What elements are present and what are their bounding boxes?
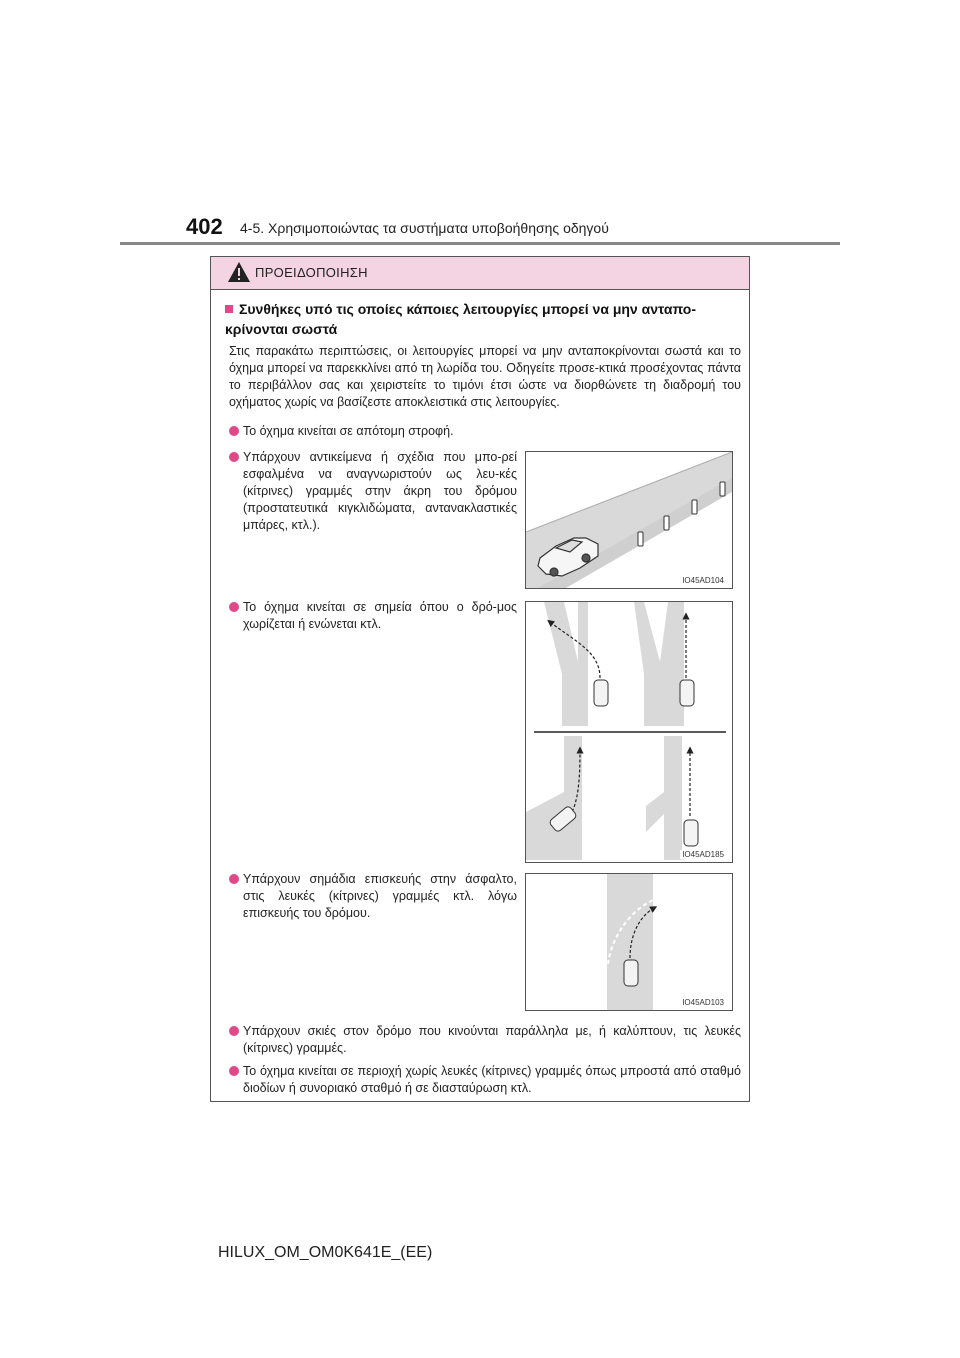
figure-road-split [525, 601, 733, 863]
bullet-dot-icon [229, 1026, 239, 1036]
bullet-item: Το όχημα κινείται σε περιοχή χωρίς λευκές (κίτρινες) γραμμές όπως μπροστά από σταθμό διοδίων ή συνοριακό σταθμό ή σε διασταύρωση κτλ. [229, 1063, 741, 1097]
road-split-merge-illustration [526, 602, 732, 862]
warning-triangle-icon [227, 261, 251, 283]
warning-intro-paragraph: Στις παρακάτω περιπτώσεις, οι λειτουργίες μπορεί να μην ανταποκρίνονται σωστά και το όχημα μπορεί να παρεκκλίνει από τη λωρίδα του. Οδηγείτε προσε-κτικά προσέχοντας πάντα το περιβάλλον σας και χειριστείτε το τιμόνι έτσι ώστε να διορθώνετε τη διαδρομή του οχήματος χωρίς να βασίζεστε αποκλειστικά στις λειτουργίες. [229, 344, 741, 409]
bullet-dot-icon [229, 1066, 239, 1076]
warning-label: ΠΡΟΕΙΔΟΠΟΙΗΣΗ [255, 265, 368, 280]
bullet-item: Υπάρχουν αντικείμενα ή σχέδια που μπο-ρεί εσφαλμένα να αναγνωριστούν ως λευ-κές (κίτρινες) γραμμές στην άκρη του δρόμου (προστατευτικά κιγκλιδώματα, αντανακλαστικές μπάρες, κτλ.). [229, 449, 517, 534]
bullet-dot-icon [229, 602, 239, 612]
bullet-dot-icon [229, 452, 239, 462]
warning-header [211, 257, 749, 290]
section-title: 4-5. Χρησιμοποιώντας τα συστήματα υποβοήθησης οδηγού [240, 220, 609, 236]
square-bullet-icon [225, 305, 233, 313]
document-code: HILUX_OM_OM0K641E_(EE) [218, 1244, 433, 1261]
header-divider [120, 242, 840, 245]
bullet-item: Το όχημα κινείται σε απότομη στροφή. [229, 423, 741, 440]
bullet-dot-icon [229, 874, 239, 884]
warning-box [210, 256, 750, 1102]
figure-id: IO45AD104 [682, 576, 724, 585]
figure-id: IO45AD185 [682, 850, 724, 859]
figure-guardrails [525, 451, 733, 589]
figure-id: IO45AD103 [682, 998, 724, 1007]
bullet-item: Το όχημα κινείται σε σημεία όπου ο δρό-μος χωρίζεται ή ενώνεται κτλ. [229, 599, 517, 633]
guardrail-road-illustration [526, 452, 732, 588]
bullet-item: Υπάρχουν σκιές στον δρόμο που κινούνται παράλληλα με, ή καλύπτουν, τις λευκές (κίτρινες) γραμμές. [229, 1023, 741, 1057]
road-repair-marks-illustration [526, 874, 732, 1010]
figure-repair-marks [525, 873, 733, 1011]
page-number: 402 [186, 214, 223, 239]
bullet-dot-icon [229, 426, 239, 436]
bullet-item: Υπάρχουν σημάδια επισκευής στην άσφαλτο, στις λευκές (κίτρινες) γραμμές κτλ. λόγω επισκευής του δρόμου. [229, 871, 517, 922]
warning-subheading: Συνθήκες υπό τις οποίες κάποιες λειτουργίες μπορεί να μην ανταπο-κρίνονται σωστά [225, 301, 697, 337]
